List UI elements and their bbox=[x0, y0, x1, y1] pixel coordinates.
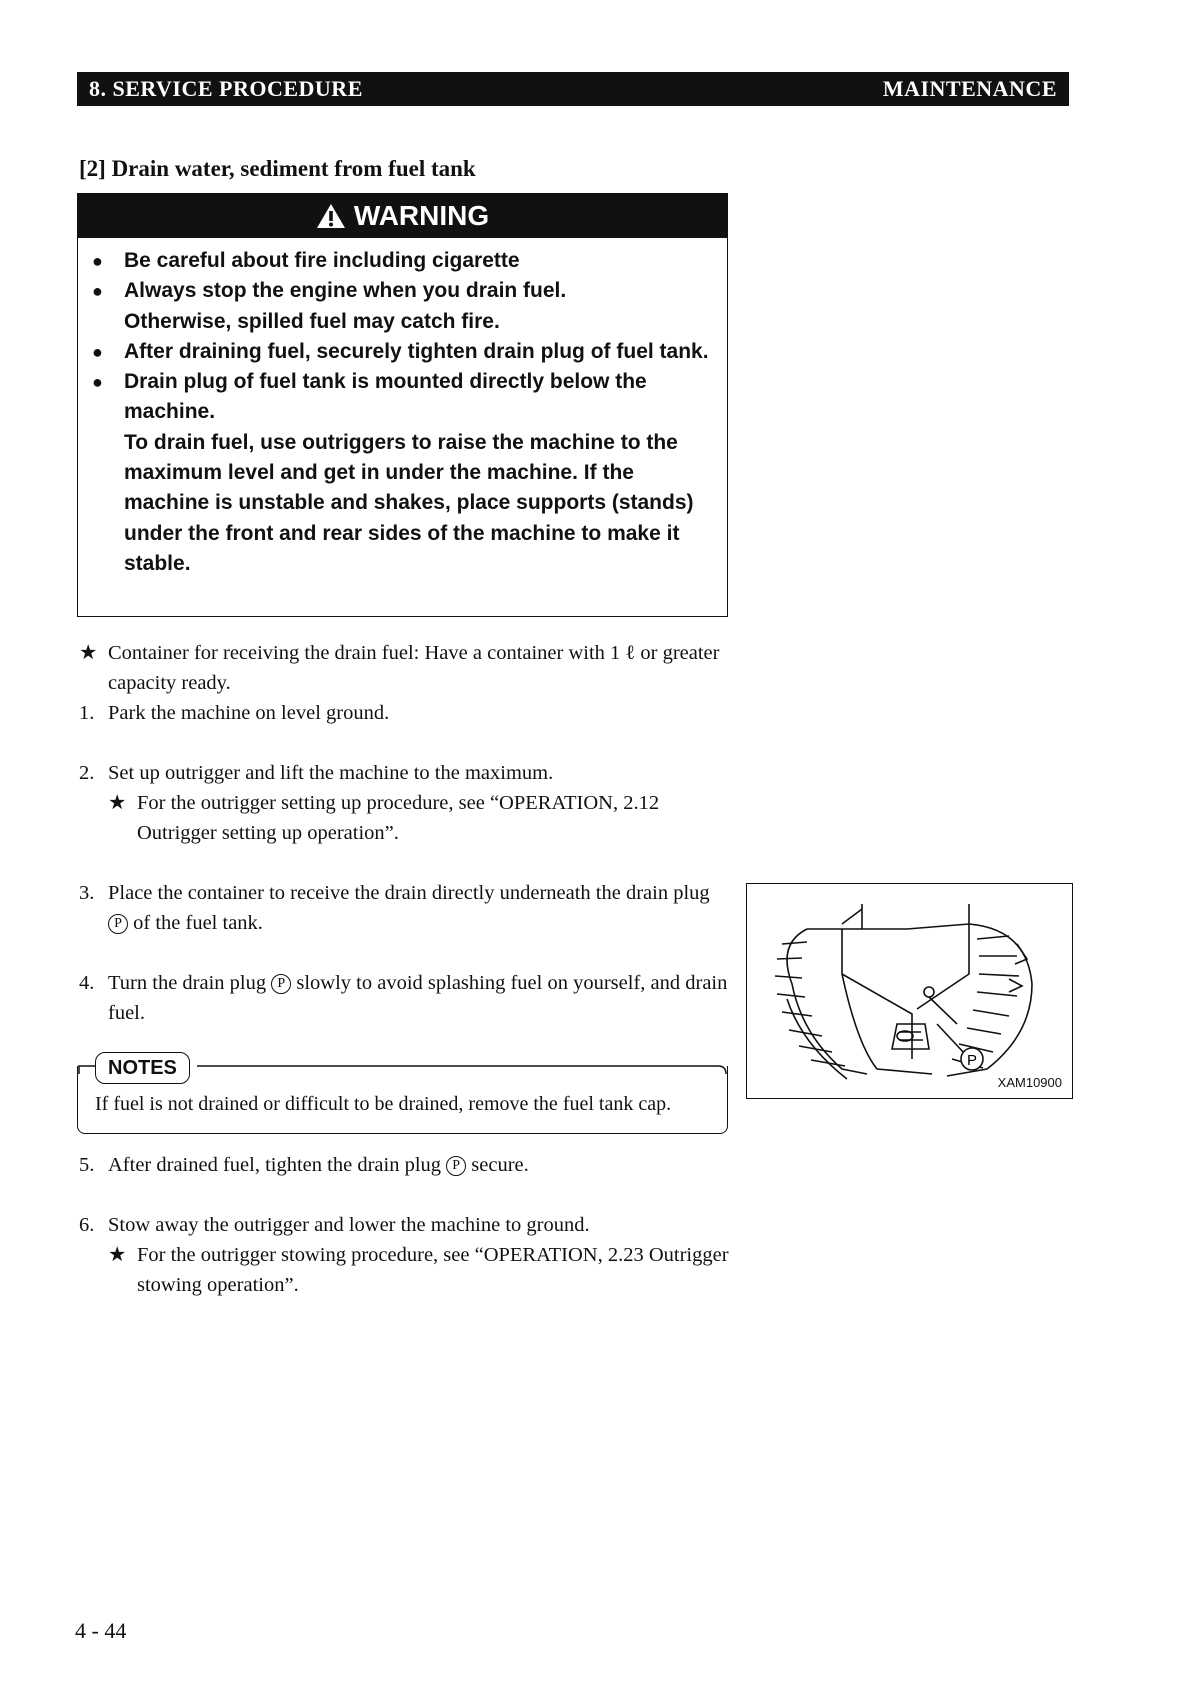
warning-triangle-icon bbox=[316, 203, 346, 229]
star-icon: ★ bbox=[108, 792, 127, 814]
warning-item: ● Always stop the engine when you drain fuel. Otherwise, spilled fuel may catch fire. bbox=[92, 276, 709, 337]
container-note: ★ Container for receiving the drain fuel: Have a container with 1 ℓ or greater capacity ready. bbox=[79, 638, 729, 698]
notes-label: NOTES bbox=[95, 1052, 190, 1084]
plug-symbol: P bbox=[271, 974, 291, 994]
figure-drain-plug bbox=[746, 883, 1073, 1099]
plug-symbol: P bbox=[446, 1156, 466, 1176]
step-5: 5. After drained fuel, tighten the drain plug P secure. bbox=[79, 1154, 529, 1176]
step-1: 1. Park the machine on level ground. bbox=[79, 702, 390, 724]
step-6: 6. Stow away the outrigger and lower the machine to ground. ★ For the outrigger stowing procedure, see “OPERATION, 2.23 Outrigger stowing operation”. bbox=[79, 1210, 729, 1300]
plug-symbol: P bbox=[108, 914, 128, 934]
bullet-icon: ● bbox=[92, 372, 103, 393]
star-icon: ★ bbox=[79, 642, 98, 664]
category-label: MAINTENANCE bbox=[882, 76, 1057, 101]
notes-text: If fuel is not drained or difficult to be drained, remove the fuel tank cap. bbox=[95, 1093, 672, 1115]
section-title: [2] Drain water, sediment from fuel tank bbox=[79, 156, 476, 181]
warning-header bbox=[78, 194, 727, 238]
step-4: 4. Turn the drain plug P slowly to avoid splashing fuel on yourself, and drain fuel. bbox=[79, 972, 728, 1024]
callout-p: P bbox=[966, 1052, 978, 1069]
warning-box bbox=[77, 193, 728, 617]
page-number: 4 - 44 bbox=[75, 1618, 127, 1643]
section-label: 8. SERVICE PROCEDURE bbox=[89, 76, 363, 101]
warning-item: ● Be careful about fire including cigarette bbox=[92, 246, 709, 276]
warning-item: ● After draining fuel, securely tighten drain plug of fuel tank. bbox=[92, 337, 709, 367]
machine-underside-illustration bbox=[747, 884, 1071, 1097]
star-icon: ★ bbox=[108, 1244, 127, 1266]
header-bar bbox=[77, 72, 1069, 106]
figure-code: XAM10900 bbox=[997, 1075, 1062, 1090]
warning-item: ● Drain plug of fuel tank is mounted directly below the machine. To drain fuel, use outriggers to raise the machine to the maximum level and get in under the machine. If the machine is unstable and shakes, place supports (stands) under the front and rear sides of the machine to make it stable. bbox=[92, 367, 709, 579]
bullet-icon: ● bbox=[92, 341, 103, 362]
step-3: 3. Place the container to receive the drain directly underneath the drain plug P of the fuel tank. bbox=[79, 882, 710, 934]
warning-label: WARNING bbox=[353, 200, 490, 231]
bullet-icon: ● bbox=[92, 251, 103, 271]
step-2: 2. Set up outrigger and lift the machine to the maximum. ★ For the outrigger setting up procedure, see “OPERATION, 2.12 Outrigger setting up operation”. bbox=[79, 758, 729, 848]
bullet-icon: ● bbox=[92, 281, 103, 302]
warning-list bbox=[78, 238, 727, 579]
